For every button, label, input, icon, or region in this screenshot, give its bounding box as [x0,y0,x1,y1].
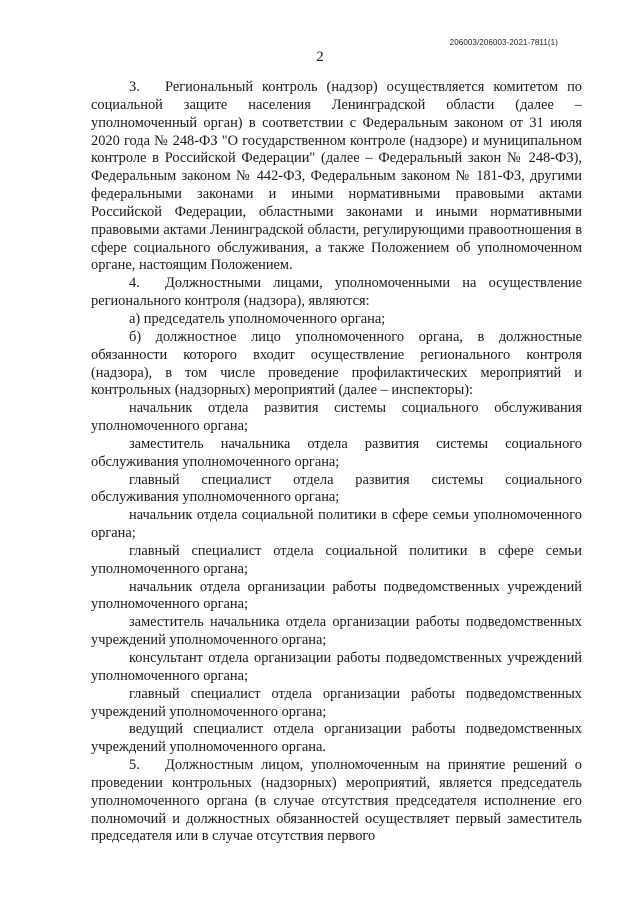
list-item: ведущий специалист отдела организации работы подведомственных учреждений уполномоченного органа. [91,721,582,756]
document-body [91,79,582,846]
list-item: заместитель начальника отдела развития системы социального обслуживания уполномоченного органа; [91,435,582,470]
list-item: главный специалист отдела развития системы социального обслуживания уполномоченного органа; [91,471,582,506]
list-item: начальник отдела социальной политики в сфере семьи уполномоченного органа; [91,507,582,542]
paragraph-4a: а) председатель уполномоченного органа; [129,310,386,327]
document-id: 206003/206003-2021-7811(1) [449,38,558,47]
list-item: начальник отдела организации работы подведомственных учреждений уполномоченного органа; [91,578,582,613]
list-item: заместитель начальника отдела организации работы подведомственных учреждений уполномоченного органа; [91,614,582,649]
paragraph-3-number: 3. [129,79,140,95]
page-number: 2 [316,49,324,65]
list-item: консультант отдела организации работы подведомственных учреждений уполномоченного органа; [91,650,582,684]
paragraph-3 [91,79,582,275]
paragraph-5-text: Должностным лицом, уполномоченным на принятие решений о проведении контрольных (надзорных) мероприятий, является председатель уполномоченного органа (в случае отсутствия председателя исполнение его полномочий и должностных обязанностей осуществляет первый заместитель председателя или в случае отсутствия первого [91,757,582,845]
paragraph-4-text: Должностными лицами, уполномоченными на осуществление регионального контроля (надзора), являются: [91,275,582,310]
list-item: главный специалист отдела организации работы подведомственных учреждений уполномоченного органа; [91,685,582,720]
paragraph-5-number: 5. [129,757,140,774]
list-item: начальник отдела развития системы социального обслуживания уполномоченного органа; [91,400,582,435]
paragraph-4 [91,275,582,311]
paragraph-4-number: 4. [129,275,140,292]
paragraph-4b: б) должностное лицо уполномоченного органа, в должностные обязанности которого входит осуществление регионального контроля (надзора), в том числе проведение профилактических мероприятий и контрольных (надзорных) мероприятий (далее – инспекторы): [91,328,582,399]
list-item: главный специалист отдела социальной политики в сфере семьи уполномоченного органа; [91,542,582,577]
paragraph-5 [91,757,582,846]
paragraph-3-text: Региональный контроль (надзор) осуществляется комитетом по социальной защите населения Ленинградской области (далее – уполномоченный орган) в соответствии с Федеральным законом от 31 июля 2020 года № 248-ФЗ "О государственном контроле (надзоре) и муниципальном контроле в Российской Федерации" (далее – Федеральный закон № 248-ФЗ), Федеральным законом № 442-ФЗ, Федеральным законом № 181-ФЗ, другими федеральными законами и иными нормативными правовыми актами Российской Федерации, областными законами и иными нормативными правовыми актами Ленинградской области, регулирующими правоотношения в сфере социального обслуживания, а также Положением об уполномоченном органе, настоящим Положением. [91,79,582,274]
